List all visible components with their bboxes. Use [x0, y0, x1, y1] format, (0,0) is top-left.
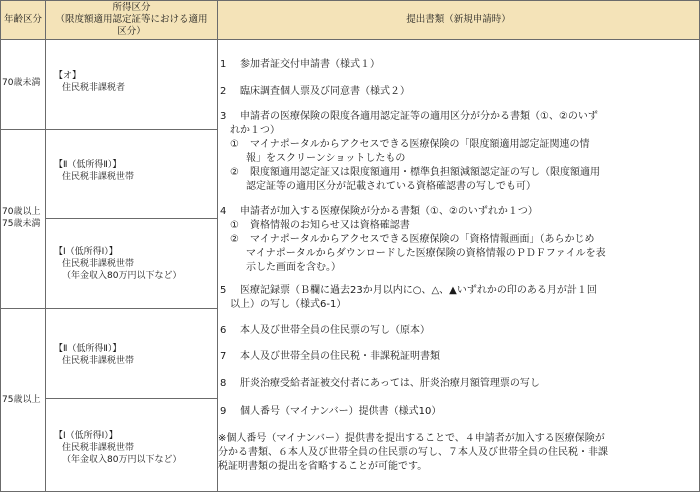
- age-label-70to75: 70歳以上 75歳未満: [2, 207, 41, 229]
- header-age: 年齢区分: [0, 0, 46, 40]
- mynumber-note: ※個人番号（マイナンバー）提供書を提出することで、４申請者が加入する医療保険が 分かる書類、６本人及び世帯全員の住民票の写し、７本人及び世帯全員の住民税・非課 税証明書類の提出を省略することが可能です。: [218, 433, 608, 472]
- header-documents: 提出書類（新規申請時）: [217, 0, 700, 40]
- income-75-i: 【Ⅰ（低所得Ⅰ）】 住民税非課税世帯 （年金収入80万円以下など）: [54, 431, 182, 465]
- document-item-6: 6 本人及び世帯全員の住民票の写し（原本）: [220, 325, 430, 336]
- income-o: 【オ】 住民税非課税者: [54, 71, 126, 93]
- income-70-ii: 【Ⅱ（低所得Ⅱ）】 住民税非課税世帯: [54, 160, 135, 182]
- document-item-2: 2 臨床調査個人票及び同意書（様式２）: [220, 86, 410, 97]
- income-70-i: 【Ⅰ（低所得Ⅰ）】 住民税非課税世帯 （年金収入80万円以下など）: [54, 247, 182, 281]
- age-label-under70: 70歳未満: [2, 78, 41, 88]
- document-item-1: 1 参加者証交付申請書（様式１）: [220, 59, 380, 70]
- age-label-over75: 75歳以上: [2, 395, 41, 405]
- income-75-ii: 【Ⅱ（低所得Ⅱ）】 住民税非課税世帯: [54, 344, 135, 366]
- document-item-3: 3 申請者の医療保険の限度各適用認定証等の適用区分が分かる書類（①、②のいず れか１つ） ① マイナポータルからアクセスできる医療保険の「限度額適用認定証関連の情 報」をスクリーンショットしたもの ② 限度額適用認定証又は限度額適用・標準負担額減額認定証の写し（限度額適用 認定証等の適用区分が記載されている資格確認書の写しでも可）: [220, 111, 600, 192]
- document-item-9: 9 個人番号（マイナンバー）提供書（様式10）: [220, 406, 442, 417]
- document-item-5: 5 医療記録票（Ｂ欄に過去23か月以内に○、△、▲いずれかの印のある月が計１回 以上）の写し（様式6-1）: [220, 285, 597, 310]
- header-income: 所得区分 （限度額適用認定証等における適用 区分）: [45, 0, 218, 40]
- document-item-8: 8 肝炎治療受給者証被交付者にあっては、肝炎治療月額管理票の写し: [220, 378, 540, 389]
- document-item-4: 4 申請者が加入する医療保険が分かる書類（①、②のいずれか１つ） ① 資格情報のお知らせ又は資格確認書 ② マイナポータルからアクセスできる医療保険の「資格情報画面」（あらかじめ マイナポータルからダウンロードした医療保険の資格情報のＰＤＦファイルを表 示した画面を含む。）: [220, 206, 606, 273]
- document-item-7: 7 本人及び世帯全員の住民税・非課税証明書類: [220, 351, 440, 362]
